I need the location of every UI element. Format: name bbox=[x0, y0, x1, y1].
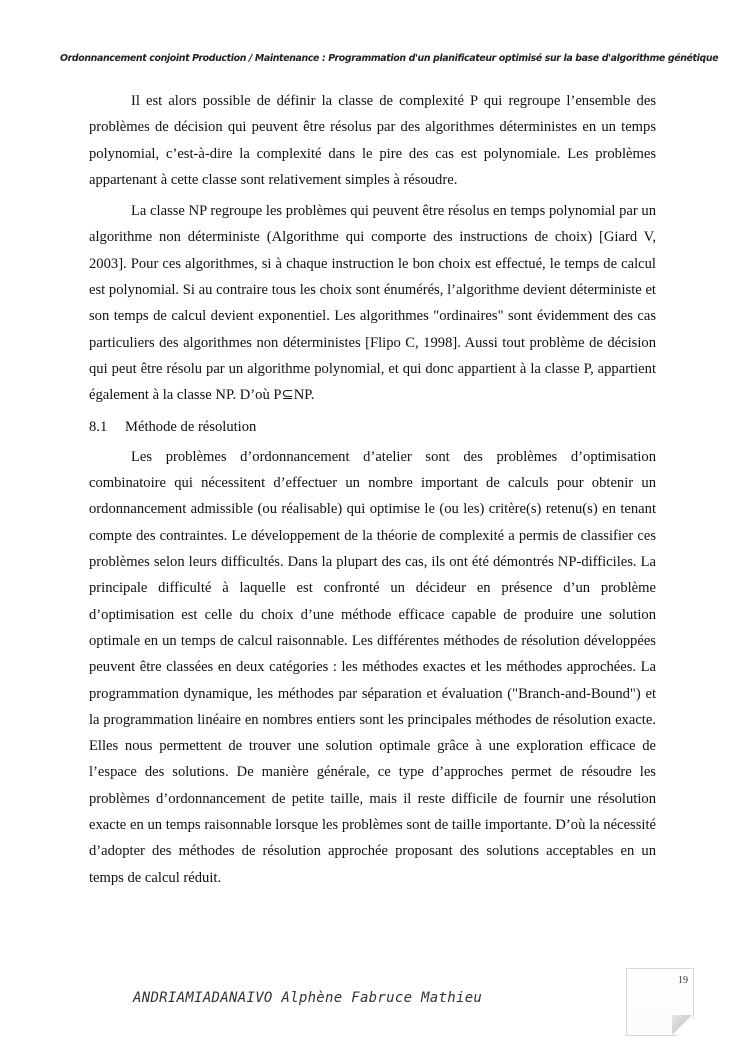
paragraph-complexity-class-p: Il est alors possible de définir la classe de complexité P qui regroupe l’ensemble des problèmes de décision qui peuvent être résolus par des algorithmes déterministes en un temps polynomial, c’est-à-dire la complexité dans le pire des cas est polynomiale. Les problèmes appartenant à cette classe sont relativement simples à résoudre. bbox=[89, 93, 656, 188]
document-body bbox=[89, 88, 656, 896]
section-title: Méthode de résolution bbox=[125, 418, 257, 435]
footer-author: ANDRIAMIADANAIVO Alphène Fabruce Mathieu bbox=[133, 990, 483, 1006]
section-heading bbox=[89, 414, 656, 440]
paragraph-resolution-methods: Les problèmes d’ordonnancement d’atelier sont des problèmes d’optimisation combinatoire qui nécessitent d’effectuer un nombre important de calculs pour obtenir un ordonnancement admissible (ou réalisable) qui optimise le (ou les) critère(s) retenu(s) en tenant compte des contraintes. Le développement de la théorie de complexité a permis de classifier ces problèmes selon leurs difficultés. Dans la plupart des cas, ils ont été démontrés NP-difficiles. La principale difficulté à laquelle est confronté un décideur en présence d’un problème d’optimisation est celle du choix d’une méthode efficace capable de produire une solution optimale en un temps de calcul raisonnable. Les différentes méthodes de résolution développées peuvent être classées en deux catégories : les méthodes exactes et les méthodes approchées. La programmation dynamique, les méthodes par séparation et évaluation ("Branch-and-Bound") et la programmation linéaire en nombres entiers sont les principales méthodes de résolution exacte. Elles nous permettent de trouver une solution optimale grâce à une exploration efficace de l’espace des solutions. De manière générale, ce type d’approches permet de résoudre les problèmes d’ordonnancement de petite taille, mais il reste difficile de fournir une résolution exacte en un temps raisonnable lorsque les problèmes sont de taille importante. D’où la nécessité d’adopter des méthodes de résolution approchée proposant des solutions acceptables en un temps de calcul réduit. bbox=[89, 448, 656, 886]
paragraph-complexity-class-np: La classe NP regroupe les problèmes qui peuvent être résolus en temps polynomial par un algorithme non déterministe (Algorithme qui comporte des instructions de choix) [Giard V, 2003]. Pour ces algorithmes, si à chaque instruction le bon choix est effectué, le temps de calcul est polynomial. Si au contraire tous les choix sont énumérés, l’algorithme devient déterministe et son temps de calcul devient exponentiel. Les algorithmes "ordinaires" sont évidemment des cas particuliers des algorithmes non déterministes [Flipo C, 1998]. Aussi tout problème de décision qui peut être résolu par un algorithme polynomial, et qui donc appartient à la classe P, appartient également à la classe NP. D’où P⊆NP. bbox=[89, 203, 656, 404]
section-number: 8.1 bbox=[89, 418, 108, 435]
page-curl-icon bbox=[672, 1015, 692, 1035]
running-header: Ordonnancement conjoint Production / Maintenance : Programmation d'un planificateur optimisé sur la base d'algorithme génétique bbox=[60, 53, 719, 64]
page-number: 19 bbox=[678, 975, 688, 986]
